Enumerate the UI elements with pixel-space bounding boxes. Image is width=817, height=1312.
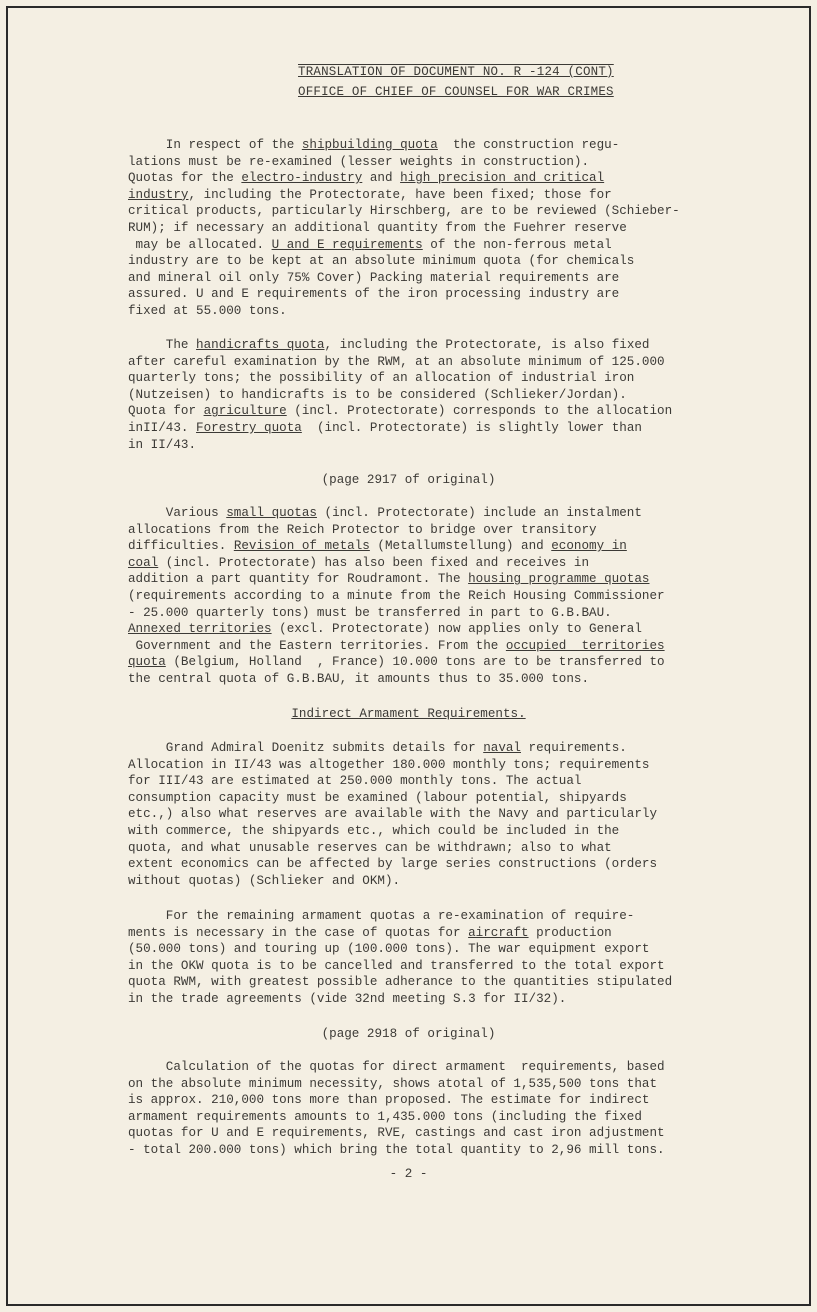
text: fixed at 55.000 tons.	[128, 303, 287, 318]
document-header	[298, 62, 614, 102]
text: Quotas for the	[128, 171, 242, 186]
underlined-term: high precision and critical	[400, 171, 605, 186]
text: - 25.000 quarterly tons) must be transferred in part to G.B.BAU.	[128, 605, 612, 620]
underlined-term: Revision of metals	[233, 539, 370, 554]
text: lations must be re-examined (lesser weights in construction).	[128, 154, 590, 169]
text: industry are to be kept at an absolute minimum quota (for chemicals	[128, 254, 635, 269]
text: Calculation of the quotas for direct armament requirements, based	[128, 1060, 665, 1074]
text: Quota for	[128, 404, 204, 419]
text: of the non-ferrous metal	[422, 237, 612, 252]
text: (50.000 tons) and touring up (100.000 tons). The war equipment export	[128, 942, 650, 957]
text: in the OKW quota is to be cancelled and transferred to the total export	[128, 958, 665, 973]
paragraph-naval	[128, 740, 723, 889]
text: (incl. Protectorate) include an instalment	[316, 506, 642, 520]
underlined-term: small quotas	[226, 506, 317, 520]
text: (requirements according to a minute from the Reich Housing Commissioner	[128, 588, 665, 603]
page-number: - 2 -	[389, 1167, 428, 1181]
text: For the remaining armament quotas a re-examination of require-	[128, 909, 635, 923]
text: and mineral oil only 75% Cover) Packing material requirements are	[128, 270, 620, 285]
page-marker-2918: (page 2918 of original)	[321, 1027, 496, 1041]
text: after careful examination by the RWM, at an absolute minimum of 125.000	[128, 354, 665, 369]
text: Allocation in II/43 was altogether 180.000 monthly tons; requirements	[128, 757, 650, 772]
underlined-term: quota	[128, 655, 166, 670]
underlined-term: Annexed territories	[128, 622, 272, 637]
underlined-term: occupied territories	[505, 638, 665, 653]
text: in II/43.	[128, 437, 197, 452]
text: for III/43 are estimated at 250.000 monthly tons. The actual	[128, 774, 582, 789]
text: consumption capacity must be examined (labour potential, shipyards	[128, 790, 627, 805]
paragraph-aircraft	[128, 908, 723, 1008]
underlined-term: shipbuilding quota	[301, 138, 438, 152]
text: , including the Protectorate, have been fixed; those for	[188, 187, 612, 202]
underlined-term: housing programme quotas	[468, 572, 650, 587]
text: allocations from the Reich Protector to bridge over transitory	[128, 522, 597, 537]
underlined-term: handicrafts quota	[196, 338, 325, 352]
page-marker-2917: (page 2917 of original)	[321, 473, 496, 487]
underlined-term: agriculture	[203, 404, 287, 419]
text: may be allocated.	[128, 237, 272, 252]
text: etc.,) also what reserves are available with the Navy and particularly	[128, 807, 658, 822]
text: Grand Admiral Doenitz submits details for	[128, 741, 484, 755]
text: assured. U and E requirements of the iron processing industry are	[128, 287, 620, 302]
text: with commerce, the shipyards etc., which could be included in the	[128, 823, 620, 838]
text: (Belgium, Holland , France) 10.000 tons are to be transferred to	[165, 655, 665, 670]
text: armament requirements amounts to 1,435.000 tons (including the fixed	[128, 1109, 642, 1124]
section-title	[0, 706, 817, 722]
text: the central quota of G.B.BAU, it amounts thus to 35.000 tons.	[128, 671, 590, 686]
section-title-text: Indirect Armament Requirements.	[291, 707, 526, 721]
underlined-term: economy in	[551, 539, 627, 554]
underlined-term: aircraft	[468, 925, 529, 940]
text: Various	[128, 506, 227, 520]
text: , including the Protectorate, is also fixed	[324, 338, 650, 352]
text: critical products, particularly Hirschberg, are to be reviewed (Schieber-	[128, 204, 680, 219]
underlined-term: U and E requirements	[271, 237, 423, 252]
text: The	[128, 338, 197, 352]
text: quarterly tons; the possibility of an allocation of industrial iron	[128, 371, 635, 386]
text: RUM); if necessary an additional quantity from the Fuehrer reserve	[128, 220, 627, 235]
paragraph-calculation	[128, 1059, 723, 1159]
underlined-term: electro-industry	[241, 171, 363, 186]
text: (Nutzeisen) to handicrafts is to be considered (Schlieker/Jordan).	[128, 387, 627, 402]
text: addition a part quantity for Roudramont. The	[128, 572, 469, 587]
text: quota RWM, with greatest possible adherance to the quantities stipulated	[128, 975, 673, 990]
text: (incl. Protectorate) has also been fixed and receives in	[158, 555, 590, 570]
text: - total 200.000 tons) which bring the total quantity to 2,96 mill tons.	[128, 1142, 665, 1157]
text: quota, and what unusable reserves can be withdrawn; also to what	[128, 840, 612, 855]
text: (excl. Protectorate) now applies only to General	[271, 622, 642, 637]
paragraph-handicrafts	[128, 337, 723, 453]
text: and	[362, 171, 401, 186]
paragraph-shipbuilding	[128, 137, 723, 320]
text: (incl. Protectorate) is slightly lower than	[301, 420, 642, 435]
header-office-line: OFFICE OF CHIEF OF COUNSEL FOR WAR CRIMES	[298, 85, 614, 99]
header-translation-line: TRANSLATION OF DOCUMENT NO. R -124 (CONT)	[298, 65, 614, 79]
text: (incl. Protectorate) corresponds to the allocation	[286, 404, 673, 419]
text: (Metallumstellung) and	[369, 539, 552, 554]
text: In respect of the	[128, 138, 302, 152]
text: ments is necessary in the case of quotas for	[128, 925, 469, 940]
paragraph-small-quotas	[128, 505, 723, 688]
text: quotas for U and E requirements, RVE, castings and cast iron adjustment	[128, 1126, 665, 1141]
text: in the trade agreements (vide 32nd meeting S.3 for II/32).	[128, 991, 567, 1006]
text: is approx. 210,000 tons more than proposed. The estimate for indirect	[128, 1093, 650, 1108]
underlined-term: naval	[483, 741, 521, 755]
text: requirements.	[521, 741, 627, 755]
text: without quotas) (Schlieker and OKM).	[128, 873, 401, 888]
text: on the absolute minimum necessity, shows atotal of 1,535,500 tons that	[128, 1076, 658, 1091]
text: the construction regu-	[437, 138, 620, 152]
underlined-term: Forestry quota	[196, 420, 302, 435]
text: extent economics can be affected by large series constructions (orders	[128, 857, 658, 872]
text: difficulties.	[128, 539, 234, 554]
text: production	[528, 925, 612, 940]
text: inII/43.	[128, 420, 197, 435]
text: Government and the Eastern territories. From the	[128, 638, 506, 653]
underlined-term: industry	[128, 187, 189, 202]
underlined-term: coal	[128, 555, 159, 570]
